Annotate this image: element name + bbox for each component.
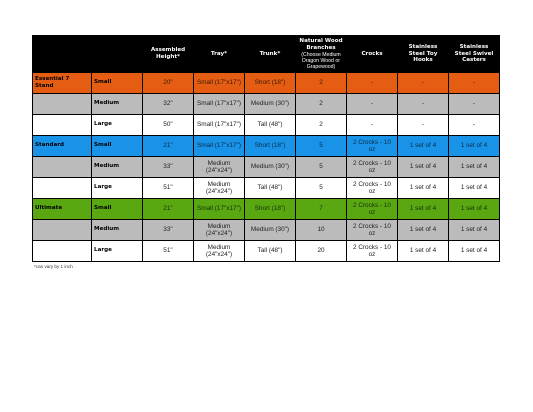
size-cell: Small	[92, 199, 143, 220]
height-cell: 21"	[143, 199, 194, 220]
branches-cell: 2	[296, 94, 347, 115]
trunk-cell: Medium (30")	[245, 157, 296, 178]
header-tier	[33, 36, 92, 73]
header-size	[92, 36, 143, 73]
casters-cell: -	[449, 73, 500, 94]
hooks-cell: 1 set of 4	[398, 241, 449, 262]
header-swivel-casters: Stainless Steel Swivel Casters	[449, 36, 500, 73]
size-cell: Medium	[92, 94, 143, 115]
tray-cell: Small (17"x17")	[194, 73, 245, 94]
height-cell: 33"	[143, 157, 194, 178]
size-cell: Large	[92, 178, 143, 199]
tray-cell: Medium (24"x24")	[194, 157, 245, 178]
tray-cell: Medium (24"x24")	[194, 241, 245, 262]
height-cell: 50"	[143, 115, 194, 136]
tier-cell: Standard	[33, 136, 92, 157]
branches-cell: 5	[296, 136, 347, 157]
casters-cell: 1 set of 4	[449, 157, 500, 178]
hooks-cell: -	[398, 115, 449, 136]
tier-cell	[33, 94, 92, 115]
tier-cell: Ultimate	[33, 199, 92, 220]
crocks-cell: 2 Crocks - 10 oz	[347, 157, 398, 178]
trunk-cell: Medium (30")	[245, 94, 296, 115]
header-branches-subtitle: (Choose Medium Dragon Wood or Grapewood)	[301, 51, 341, 70]
size-cell: Large	[92, 115, 143, 136]
table-row	[33, 220, 500, 241]
branches-cell: 2	[296, 115, 347, 136]
trunk-cell: Medium (30")	[245, 220, 296, 241]
trunk-cell: Short (18")	[245, 73, 296, 94]
hooks-cell: 1 set of 4	[398, 136, 449, 157]
casters-cell: -	[449, 115, 500, 136]
hooks-cell: -	[398, 94, 449, 115]
tier-cell	[33, 178, 92, 199]
casters-cell: 1 set of 4	[449, 178, 500, 199]
crocks-cell: 2 Crocks - 10 oz	[347, 220, 398, 241]
size-cell: Medium	[92, 157, 143, 178]
stand-comparison-table	[32, 35, 500, 262]
table-row	[33, 178, 500, 199]
height-cell: 33"	[143, 220, 194, 241]
tier-cell	[33, 220, 92, 241]
height-cell: 32"	[143, 94, 194, 115]
tier-cell: Essential 7 Stand	[33, 73, 92, 94]
header-crocks: Crocks	[347, 36, 398, 73]
branches-cell: 7	[296, 199, 347, 220]
branches-cell: 10	[296, 220, 347, 241]
size-cell: Small	[92, 73, 143, 94]
trunk-cell: Short (18")	[245, 136, 296, 157]
table-row	[33, 136, 500, 157]
header-branches	[296, 36, 347, 73]
height-cell: 51"	[143, 178, 194, 199]
size-cell: Large	[92, 241, 143, 262]
height-cell: 21"	[143, 136, 194, 157]
table-row	[33, 115, 500, 136]
table-row	[33, 199, 500, 220]
hooks-cell: 1 set of 4	[398, 199, 449, 220]
hooks-cell: -	[398, 73, 449, 94]
casters-cell: -	[449, 94, 500, 115]
header-branches-title: Natural Wood Branches	[299, 38, 343, 51]
size-cell: Medium	[92, 220, 143, 241]
tray-cell: Medium (24"x24")	[194, 220, 245, 241]
tray-cell: Small (17"x17")	[194, 136, 245, 157]
branches-cell: 20	[296, 241, 347, 262]
tier-cell	[33, 241, 92, 262]
header-tray: Tray*	[194, 36, 245, 73]
footnote: *can vary by 1 inch	[34, 264, 73, 269]
tier-cell	[33, 115, 92, 136]
crocks-cell: 2 Crocks - 10 oz	[347, 241, 398, 262]
table-header-row	[33, 36, 500, 73]
trunk-cell: Tall (48")	[245, 115, 296, 136]
tray-cell: Small (17"x17")	[194, 199, 245, 220]
trunk-cell: Tall (48")	[245, 241, 296, 262]
trunk-cell: Tall (48")	[245, 178, 296, 199]
table-row	[33, 73, 500, 94]
hooks-cell: 1 set of 4	[398, 157, 449, 178]
table-row	[33, 94, 500, 115]
trunk-cell: Short (18")	[245, 199, 296, 220]
tray-cell: Small (17"x17")	[194, 115, 245, 136]
crocks-cell: -	[347, 94, 398, 115]
branches-cell: 2	[296, 73, 347, 94]
casters-cell: 1 set of 4	[449, 199, 500, 220]
height-cell: 51"	[143, 241, 194, 262]
casters-cell: 1 set of 4	[449, 136, 500, 157]
hooks-cell: 1 set of 4	[398, 220, 449, 241]
tray-cell: Small (17"x17")	[194, 94, 245, 115]
crocks-cell: -	[347, 73, 398, 94]
hooks-cell: 1 set of 4	[398, 178, 449, 199]
header-toy-hooks: Stainless Steel Toy Hooks	[398, 36, 449, 73]
casters-cell: 1 set of 4	[449, 220, 500, 241]
crocks-cell: 2 Crocks - 10 oz	[347, 178, 398, 199]
crocks-cell: 2 Crocks - 10 oz	[347, 199, 398, 220]
size-cell: Small	[92, 136, 143, 157]
height-cell: 20"	[143, 73, 194, 94]
tray-cell: Medium (24"x24")	[194, 178, 245, 199]
crocks-cell: 2 Crocks - 10 oz	[347, 136, 398, 157]
tier-cell	[33, 157, 92, 178]
header-assembled-height: Assembled Height*	[143, 36, 194, 73]
header-trunk: Trunk*	[245, 36, 296, 73]
table-row	[33, 241, 500, 262]
casters-cell: 1 set of 4	[449, 241, 500, 262]
branches-cell: 5	[296, 178, 347, 199]
crocks-cell: -	[347, 115, 398, 136]
branches-cell: 5	[296, 157, 347, 178]
table-row	[33, 157, 500, 178]
